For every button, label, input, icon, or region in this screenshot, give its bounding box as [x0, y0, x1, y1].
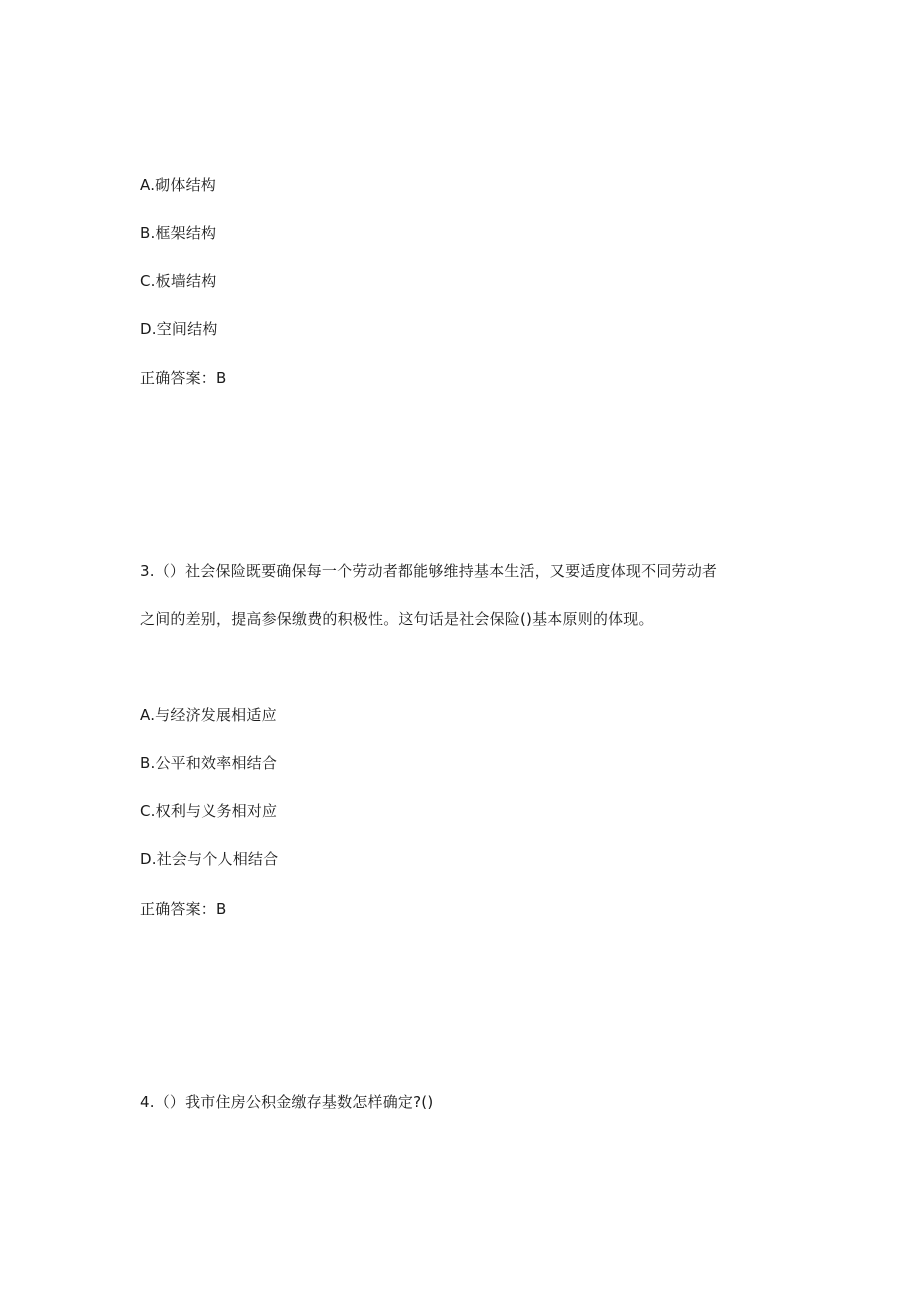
q3-option-b: B.公平和效率相结合 [140, 754, 278, 772]
q3-stem-line1: 3.（）社会保险既要确保每一个劳动者都能够维持基本生活，又要适度体现不同劳动者 [140, 562, 718, 580]
q2-answer: 正确答案：B [140, 369, 227, 387]
q3-option-c: C.权利与义务相对应 [140, 802, 278, 820]
q2-option-d: D.空间结构 [140, 320, 218, 338]
q2-option-b: B.框架结构 [140, 224, 217, 242]
q2-option-c: C.板墙结构 [140, 272, 217, 290]
q3-option-a: A.与经济发展相适应 [140, 706, 277, 724]
q3-answer: 正确答案：B [140, 900, 227, 918]
q3-stem-line2: 之间的差别，提高参保缴费的积极性。这句话是社会保险()基本原则的体现。 [140, 610, 654, 628]
q3-option-d: D.社会与个人相结合 [140, 850, 279, 868]
q4-stem: 4.（）我市住房公积金缴存基数怎样确定?() [140, 1093, 434, 1111]
q2-option-a: A.砌体结构 [140, 176, 216, 194]
